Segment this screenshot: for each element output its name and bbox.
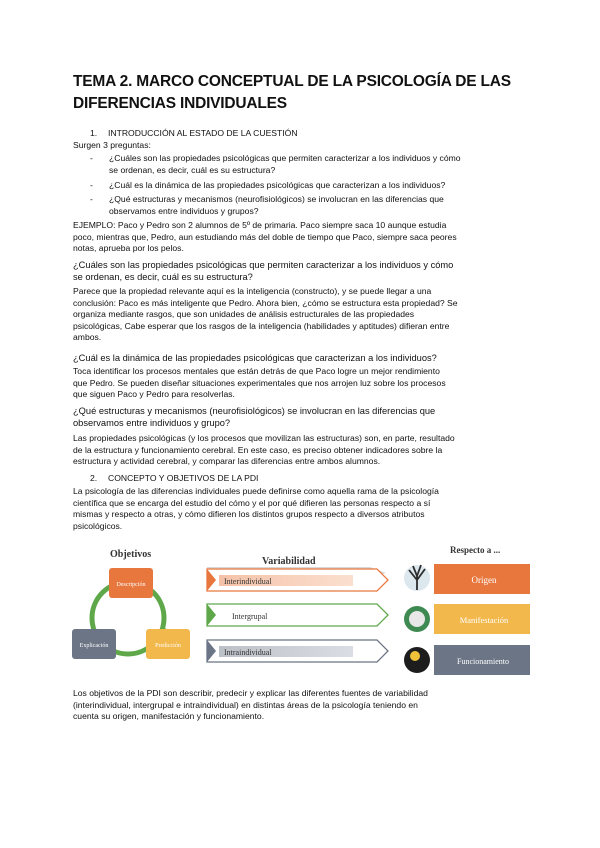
list-dash: -: [90, 153, 93, 163]
paragraph-line: científica que se encarga del estudio del cómo y el por qué difieren las personas respecto a sí: [73, 497, 431, 508]
title-line: DIFERENCIAS INDIVIDUALES: [73, 95, 287, 112]
paragraph-line: Los objetivos de la PDI son describir, predecir y explicar las diferentes fuentes de variabilidad: [73, 688, 428, 698]
paragraph-line: notas, aprueba por los pelos.: [73, 243, 184, 253]
descripcion-label: Descripción: [116, 582, 146, 588]
funcionamiento-label: Funcionamiento: [457, 657, 509, 666]
paragraph-line: cuenta su origen, manifestación y funcionamiento.: [73, 711, 265, 721]
list-dash: -: [90, 180, 93, 190]
paragraph-line: EJEMPLO: Paco y Pedro son 2 alumnos de 5º de primaria. Paco siempre saca 10 aunque estudia: [73, 220, 447, 230]
paragraph-line: psicológicos.: [73, 520, 123, 531]
paragraph-line: de la estructura y funcionamiento cerebral. En este caso, es preciso obtener indicadores sobre la: [73, 444, 443, 455]
paragraph: [73, 366, 533, 401]
paragraph-line: organiza mediante rasgos, que son unidades de análisis estructurales de las propiedades: [73, 309, 415, 319]
question-line: ¿Cuáles son las propiedades psicológicas que permiten caracterizar a los individuos y cómo: [73, 260, 454, 270]
interindividual-label: Interindividual: [224, 577, 272, 586]
paragraph-line: psicológicas, Cabe esperar que los rasgos de la inteligencia (habilidades y aptitudes) difieran entre: [73, 320, 450, 331]
question-line: se ordenan, es decir, cuál es su estructura?: [73, 272, 253, 282]
intergrupal-label: Intergrupal: [232, 612, 268, 621]
paragraph: [73, 433, 533, 468]
section-number: 1.: [90, 128, 98, 138]
example-paragraph: [73, 220, 533, 255]
section-number: 2.: [90, 473, 98, 483]
document-title: [73, 71, 533, 115]
paragraph-line: (interindividual, intergrupal e intraindividual) en distintas áreas de la psicología teniendo en: [73, 699, 418, 710]
objetivos-title: Objetivos: [110, 549, 152, 560]
gear-accent: [410, 651, 420, 661]
section-heading: CONCEPTO Y OBJETIVOS DE LA PDI: [108, 473, 259, 483]
origen-label: Origen: [471, 575, 497, 585]
paragraph-line: ambos.: [73, 332, 102, 342]
list-item-line: ¿Cuál es la dinámica de las propiedades psicológicas que caracterizan a los individuos?: [109, 180, 446, 190]
intraindividual-label: Intraindividual: [224, 648, 272, 657]
paragraph-line: conclusión: Paco es más inteligente que Pedro. Ahora bien, ¿cómo se estructura esta propiedad? Se: [73, 297, 458, 308]
question-line: ¿Qué estructuras y mecanismos (neurofisiológicos) se involucran en las diferencias que: [73, 406, 436, 416]
question-heading: [73, 405, 533, 429]
paragraph: [73, 286, 533, 344]
paragraph-line: estructura y actividad cerebral, y comparar las diferencias entre ambos alumnos.: [73, 456, 381, 466]
paragraph-line: mismas y respecto a otras, y cómo difieren los distintos grupos respecto a diversos atributos: [73, 509, 425, 519]
list-item-line: observamos entre individuos y grupos?: [109, 205, 259, 216]
paragraph-line: La psicología de las diferencias individuales puede definirse como aquella rama de la psicología: [73, 486, 439, 496]
title-line: TEMA 2. MARCO CONCEPTUAL DE LA PSICOLOGÍA DE LAS: [73, 73, 511, 90]
paragraph: [73, 688, 533, 723]
paragraph: [73, 486, 533, 532]
manifestacion-label: Manifestación: [459, 615, 509, 625]
explicacion-label: Explicación: [79, 643, 109, 649]
paragraph-line: Las propiedades psicológicas (y los procesos que movilizan las estructuras) son, en parte, resultado: [73, 433, 455, 443]
paragraph-line: que Pedro. Se pueden diseñar situaciones experimentales que nos arrojen luz sobre los procesos: [73, 377, 446, 388]
globe-center: [409, 611, 425, 627]
paragraph-line: Toca identificar los procesos mentales que están detrás de que Paco logre un mejor rendimiento: [73, 366, 440, 376]
pdi-diagram: [72, 540, 530, 682]
intro-text: Surgen 3 preguntas:: [73, 140, 151, 150]
question-heading: [73, 352, 533, 364]
prediccion-label: Predicción: [155, 643, 181, 649]
section-heading: INTRODUCCIÓN AL ESTADO DE LA CUESTIÓN: [108, 128, 298, 138]
variabilidad-title: Variabilidad: [262, 556, 316, 567]
list-dash: -: [90, 194, 93, 204]
respecto-title: Respecto a ...: [450, 545, 501, 555]
question-line: ¿Cuál es la dinámica de las propiedades psicológicas que caracterizan a los individuos?: [73, 353, 437, 363]
paragraph-line: Parece que la propiedad relevante aquí es la inteligencia (constructo), y se puede llegar a una: [73, 286, 432, 296]
paragraph-line: que siguen Paco y Pedro para resolverlas.: [73, 389, 235, 399]
list-item-line: ¿Cuáles son las propiedades psicológicas que permiten caracterizar a los individuos y cómo: [109, 153, 461, 163]
list-item-line: ¿Qué estructuras y mecanismos (neurofisiológicos) se involucran en las diferencias que: [109, 194, 444, 204]
list-item-line: se ordenan, es decir, cuál es su estructura?: [109, 164, 276, 175]
paragraph-line: poco, mientras que, Pedro, aun estudiando más del doble de tiempo que Paco, siempre saca peores: [73, 231, 457, 242]
question-line: observamos entre individuos y grupo?: [73, 418, 231, 428]
question-heading: [73, 259, 533, 283]
